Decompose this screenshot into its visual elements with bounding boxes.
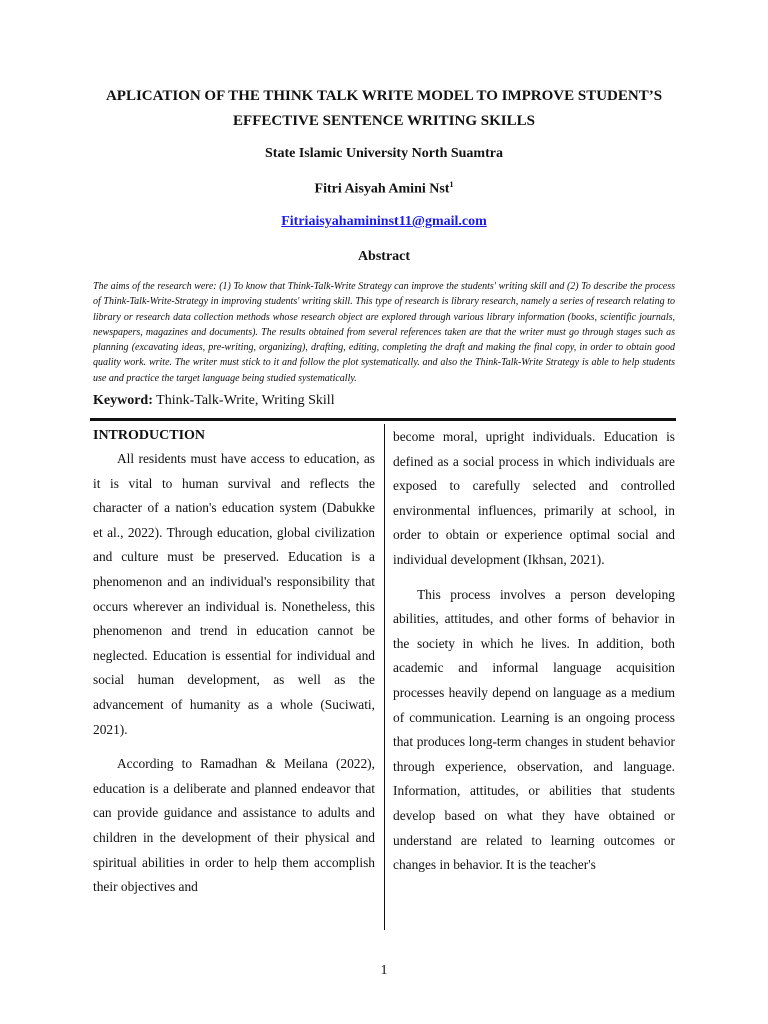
introduction-heading: INTRODUCTION [93, 428, 206, 443]
abstract-heading: Abstract [357, 249, 411, 264]
right-column [393, 425, 675, 878]
keyword-value: Think-Talk-Write, Writing Skill [156, 393, 335, 408]
body-paragraph: become moral, upright individuals. Education is defined as a social process in which individuals are exposed to carefully selected and controlled environmental influences, primarily at school, in order to obtain or experience optimal social and individual development (Ikhsan, 2021). [393, 429, 675, 567]
page-number: 1 [380, 963, 388, 978]
author-email-link[interactable]: Fitriaisyahamininst11@gmail.com [281, 214, 487, 229]
author-superscript: 1 [449, 180, 454, 189]
column-divider [384, 424, 385, 930]
keyword-line [93, 393, 335, 409]
body-paragraph: All residents must have access to education, as it is vital to human survival and reflects the character of a nation's education system (Dabukke et al., 2022). Through education, global civilization and culture must be preserved. Education is a phenomenon and an individual's responsibility that occurs wherever an individual is. Nonetheless, this phenomenon and trend in education cannot be neglected. Education is essential for individual and social human development, as well as the advancement of humanity as a whole (Suciwati, 2021). [93, 451, 375, 737]
author-line [0, 180, 768, 198]
left-column [93, 425, 375, 900]
keyword-label: Keyword: [93, 393, 153, 408]
abstract-text: The aims of the research were: (1) To know that Think-Talk-Write Strategy can improve the students' writing skill and (2) To describe the process of Think-Talk-Write-Strategy in improving students' writing skill. This type of research is library research, namely a series of research relating to library or research data collection methods whose research object are explored through various library information (books, scientific journals, newspapers, magazines and documents). The results obtained from several references taken are that the writer must go through stages such as planning (excavating ideas, pre-writing, organizing), drafting, editing, completing the draft and making the final copy, in order to obtain good quality work. write. The writer must stick to it and follow the plot systematically. and also the Think-Talk-Write Strategy is able to help students use and practice the target language being studied systematically. [93, 281, 675, 384]
section-divider [90, 418, 676, 421]
body-paragraph: This process involves a person developing abilities, attitudes, and other forms of behavior in the society in which he lives. In addition, both academic and informal language acquisition processes heavily depend on language as a medium of communication. Learning is an ongoing process that produces long-term changes in student behavior through experience, observation, and language. Information, attitudes, or abilities that students develop based on what they have obtained or understand are related to learning outcomes or changes in behavior. It is the teacher's [393, 586, 675, 873]
paper-title: APLICATION OF THE THINK TALK WRITE MODEL TO IMPROVE STUDENT’S EFFECTIVE SENTENCE WRITING SKILLS [105, 88, 663, 129]
author-name: Fitri Aisyah Amini Nst [314, 181, 450, 197]
body-paragraph: According to Ramadhan & Meilana (2022), education is a deliberate and planned endeavor that can provide guidance and assistance to adults and children in the development of their physical and spiritual abilities in order to help them accomplish their objectives and [93, 756, 375, 895]
affiliation: State Islamic University North Suamtra [265, 146, 503, 161]
